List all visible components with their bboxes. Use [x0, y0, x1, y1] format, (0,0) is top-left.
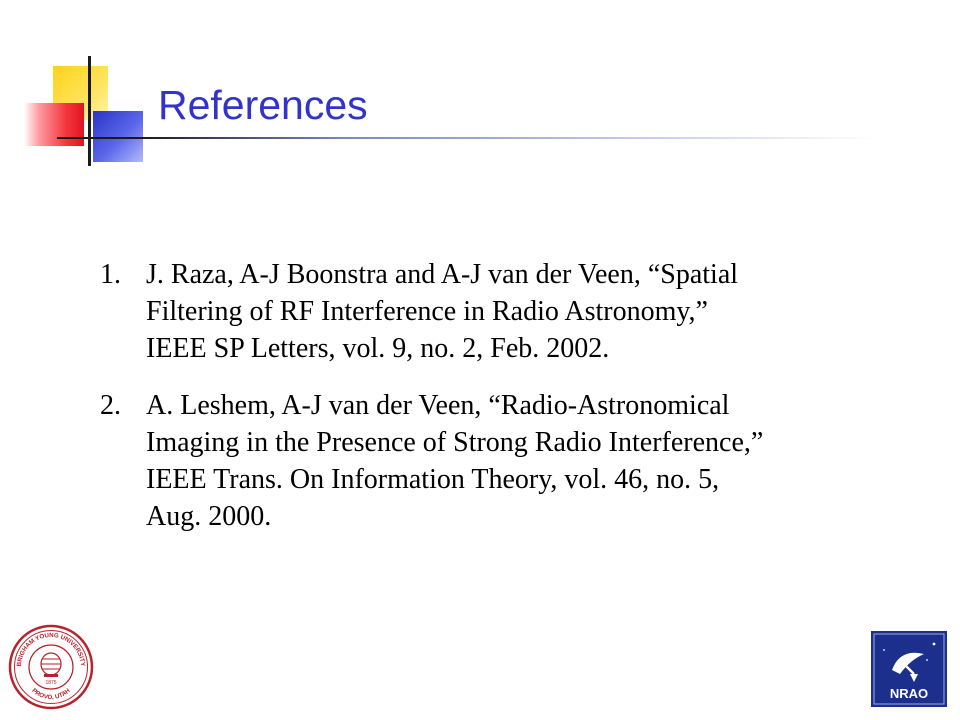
slide-title: References [158, 82, 368, 128]
reference-line: J. Raza, A-J Boonstra and A-J van der Veen, “Spatial [146, 259, 739, 290]
reference-item [100, 387, 860, 535]
svg-text:PROVO, UTAH: PROVO, UTAH [30, 687, 72, 702]
reference-text [146, 387, 860, 535]
reference-item [100, 256, 860, 367]
byu-seal-icon [8, 624, 94, 710]
decorative-vertical-line [88, 56, 91, 166]
reference-line: Filtering of RF Interference in Radio Astronomy,” [146, 296, 708, 327]
reference-line: Imaging in the Presence of Strong Radio Interference,” [146, 427, 764, 458]
decorative-red-bar [24, 103, 84, 146]
reference-text [146, 256, 860, 367]
reference-list [100, 256, 860, 555]
reference-number: 2. [100, 390, 121, 421]
reference-line: IEEE Trans. On Information Theory, vol. 46, no. 5, [146, 464, 720, 495]
reference-line: A. Leshem, A-J van der Veen, “Radio-Astronomical [146, 390, 730, 421]
reference-line: Aug. 2000. [146, 501, 272, 532]
reference-line: IEEE SP Letters, vol. 9, no. 2, Feb. 2002. [146, 333, 610, 364]
title-underline [57, 137, 877, 139]
svg-text:1875: 1875 [45, 680, 57, 686]
svg-text:BRIGHAM YOUNG UNIVERSITY: BRIGHAM YOUNG UNIVERSITY [15, 631, 87, 667]
svg-text:NRAO: NRAO [889, 686, 929, 701]
reference-number: 1. [100, 259, 121, 290]
nrao-logo-icon [870, 630, 948, 708]
